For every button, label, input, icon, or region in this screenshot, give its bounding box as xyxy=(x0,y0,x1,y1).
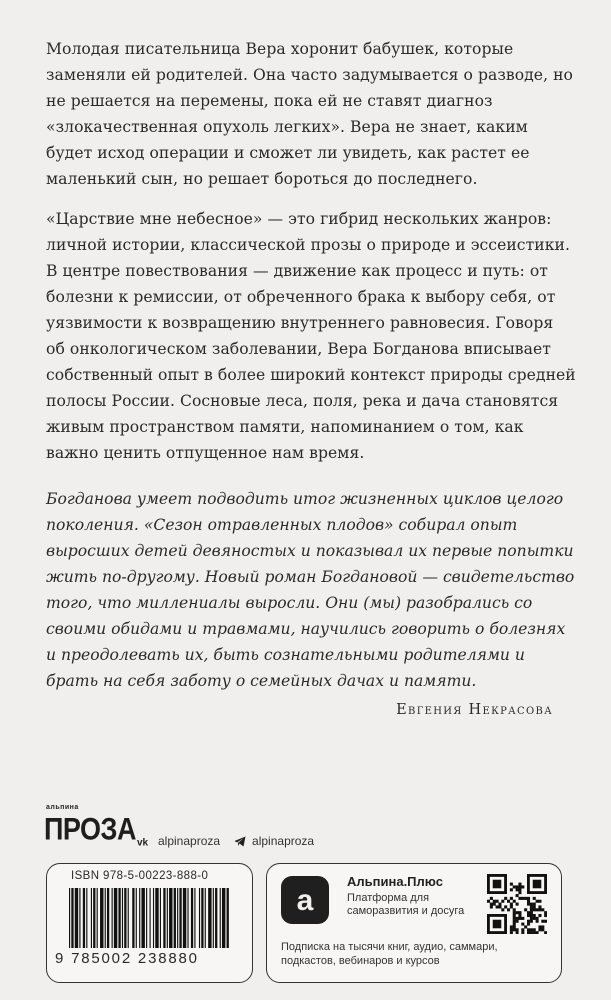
social-vk-handle: alpinaproza xyxy=(158,834,221,848)
app-icon-letter: а xyxy=(296,884,314,917)
vk-icon xyxy=(137,837,152,846)
alpina-plus-description: Платформа для саморазвития и досуга xyxy=(347,892,465,917)
isbn-label: ISBN 978-5-00223-888-0 xyxy=(71,870,209,882)
svg-text:vk: vk xyxy=(137,837,149,846)
alpina-plus-title: Альпина.Плюс xyxy=(347,874,443,889)
review-author: Евгения Некрасова xyxy=(396,702,553,718)
social-links xyxy=(137,834,328,848)
qr-code-icon[interactable] xyxy=(487,874,547,934)
social-telegram-handle: alpinaproza xyxy=(252,834,315,848)
barcode-icon xyxy=(69,888,231,950)
isbn-box xyxy=(46,863,253,983)
social-telegram[interactable] xyxy=(234,834,314,848)
review-quote: Богданова умеет подводить итог жизненных циклов целого поколения. «Сезон отравленных плодов» собирал опыт выросших детей девяностых и показывал их первые попытки жить по-другому. Новый роман Богдановой — свидетельство того, что миллениалы выросли. Они (мы) разобрались со своими обидами и травмами, научились говорить о болезнях и преодолевать их, быть сознательными родителями и брать на себя заботу о семейных дачах и памяти. xyxy=(46,490,575,690)
publisher-logo: ПРОЗА xyxy=(44,812,136,847)
telegram-icon xyxy=(234,836,246,847)
alpina-plus-app-icon xyxy=(281,876,329,924)
annotation-paragraph-1: Молодая писательница Вера хоронит бабушек, которые заменяли ей родителей. Она часто задумывается о разводе, но не решается на перемены, пока ей не ставят диагноз «злокачественная опухоль легких». Вера не знает, каким будет исход операции и сможет ли увидеть, как растет ее маленький сын, но решает бороться до последнего. xyxy=(46,40,573,188)
annotation xyxy=(46,36,576,466)
barcode-number: 9 785002 238880 xyxy=(55,950,199,967)
publisher-small-label: альпина xyxy=(46,804,79,811)
alpina-plus-box[interactable] xyxy=(266,863,562,983)
annotation-paragraph-2: «Царствие мне небесное» — это гибрид нескольких жанров: личной истории, классической прозы о природе и эссеистики. В центре повествования — движение как процесс и путь: от болезни к ремиссии, от обреченного брака к выбору себя, от уязвимости к возвращению внутреннего равновесия. Говоря об онкологическом заболевании, Вера Богданова вписывает собственный опыт в более широкий контекст природы средней полосы России. Сосновые леса, поля, река и дача становятся живым пространством памяти, напоминанием о том, как важно ценить отпущенное нам время. xyxy=(46,210,576,462)
alpina-plus-subscription: Подписка на тысячи книг, аудио, саммари, подкастов, вебинаров и курсов xyxy=(281,941,498,967)
social-vk[interactable] xyxy=(137,834,220,848)
